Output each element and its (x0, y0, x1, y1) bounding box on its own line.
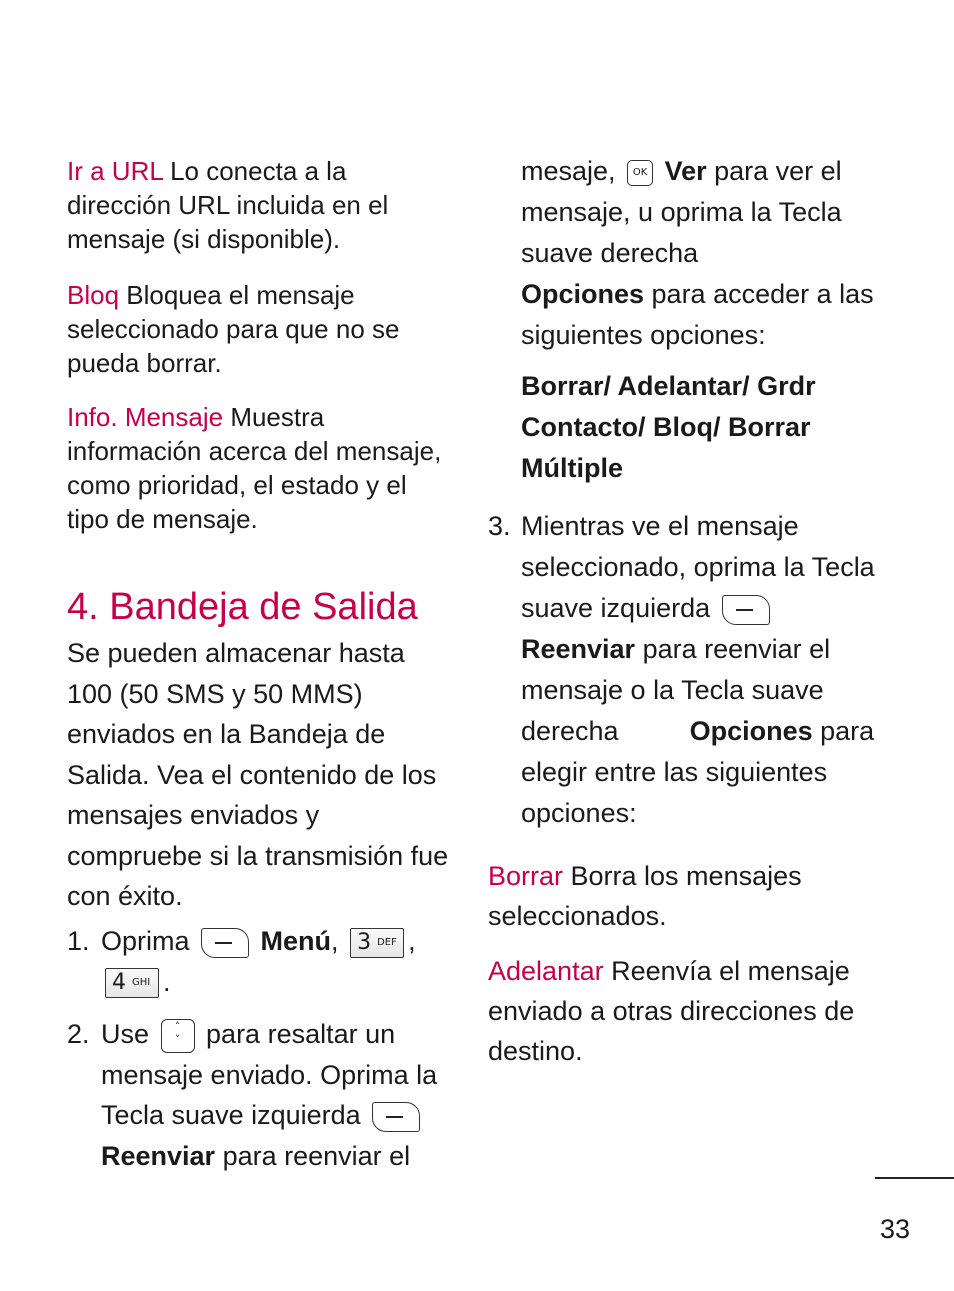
section-heading: 4. Bandeja de Salida (67, 586, 418, 628)
step-text: Oprima Menú, 3 DEF , 4 GHI . (101, 926, 416, 997)
page-number: 33 (880, 1214, 911, 1244)
key-4-icon: 4 GHI (105, 968, 159, 998)
ok-key-icon: OK (627, 160, 653, 186)
step-text: Mientras ve el mensaje seleccionado, oprima la Tecla suave izquierda Reenviar para reenviar el mensaje o la Tecla suave derecha Opciones para elegir entre las siguientes opciones: (521, 511, 875, 828)
definition-borrar (488, 856, 883, 936)
term: Borrar (488, 861, 564, 891)
options-list: Borrar/ Adelantar/ Grdr Contacto/ Bloq/ Borrar Múltiple (521, 371, 816, 483)
step-number: 1. (67, 926, 90, 956)
menu-label: Menú (260, 926, 332, 956)
term: Adelantar (488, 956, 604, 986)
footer-rule (875, 1177, 954, 1179)
term: Ir a URL (67, 156, 163, 186)
step-text: Use ˄ ˅ para resaltar un mensaje enviado. Oprima la Tecla suave izquierda Reenviar para reenviar el (101, 1019, 438, 1171)
step-number: 2. (67, 1019, 90, 1049)
definition-ir-a-url (67, 154, 452, 256)
description: Reenvía el mensaje enviado a otras direcciones de destino. (488, 956, 855, 1066)
step-2-continuation: mesaje, OK Ver para ver el mensaje, u oprima la Tecla suave derecha Opciones para acceder a las siguientes opciones: (521, 156, 874, 350)
opciones-label: Opciones (521, 279, 645, 309)
reenviar-label: Reenviar (101, 1140, 216, 1171)
definition-bloq (67, 278, 452, 380)
section-intro: Se pueden almacenar hasta 100 (50 SMS y 50 MMS) enviados en la Bandeja de Salida. Vea el contenido de los mensajes enviados y compruebe si la transmisión fue con éxito. (67, 638, 449, 911)
key-3-icon: 3 DEF (350, 928, 404, 958)
opciones-label: Opciones (689, 716, 813, 746)
reenviar-label: Reenviar (521, 634, 636, 664)
left-softkey-icon (722, 595, 770, 625)
ver-label: Ver (664, 156, 707, 186)
definition-adelantar (488, 951, 883, 1071)
left-softkey-icon (201, 928, 249, 958)
navigation-key-icon: ˄ ˅ (161, 1019, 195, 1053)
term: Bloq (67, 280, 120, 310)
description: Borra los mensajes seleccionados. (488, 861, 802, 931)
description: Lo conecta a la dirección URL incluida en el mensaje (si disponible). (67, 156, 389, 254)
description: Muestra información acerca del mensaje, como prioridad, el estado y el tipo de mensaje. (67, 402, 442, 534)
step-number: 3. (488, 511, 511, 541)
term: Info. Mensaje (67, 402, 224, 432)
left-softkey-icon (372, 1102, 420, 1132)
description: Bloquea el mensaje seleccionado para que no se pueda borrar. (67, 280, 400, 378)
definition-info-mensaje (67, 400, 452, 536)
